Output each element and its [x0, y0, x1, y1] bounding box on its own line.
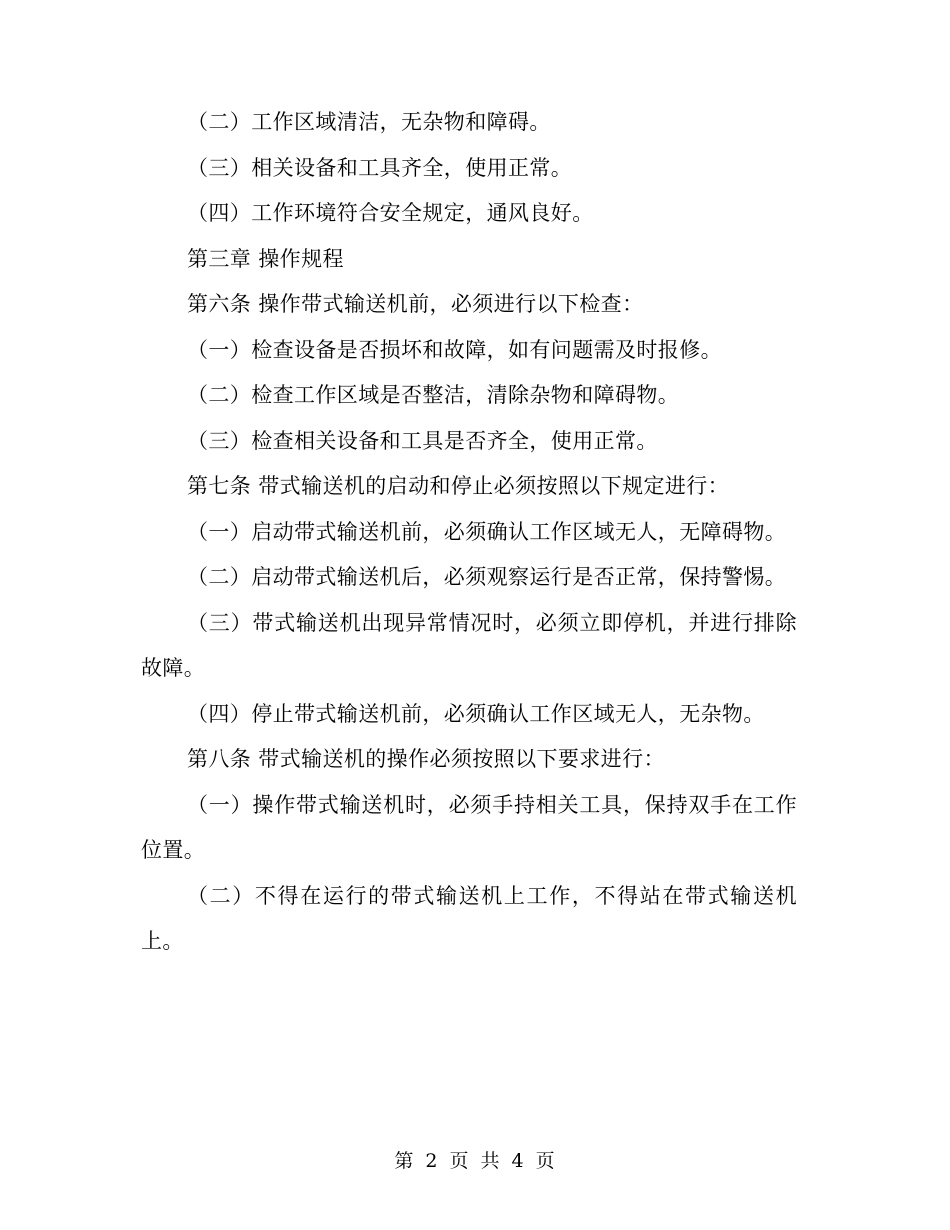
page-number-footer: 第 2 页 共 4 页 [394, 1150, 556, 1172]
chapter-heading: 第三章 操作规程 [187, 246, 344, 271]
paragraph: （四）工作环境符合安全规定，通风良好。 [187, 201, 594, 225]
paragraph: （三）检查相关设备和工具是否齐全，使用正常。 [187, 428, 658, 453]
document-body [141, 100, 797, 965]
paragraph: （二）检查工作区域是否整洁，清除杂物和障碍物。 [187, 383, 680, 407]
article-heading: 第七条 带式输送机的启动和停止必须按照以下规定进行： [187, 474, 730, 498]
paragraph: （二）不得在运行的带式输送机上工作，不得站在带式输送机上。 [141, 883, 797, 953]
paragraph: （一）检查设备是否损坏和故障，如有问题需及时报修。 [187, 337, 722, 362]
paragraph: （四）停止带式输送机前，必须确认工作区域无人，无杂物。 [187, 701, 765, 726]
paragraph: （一）启动带式输送机前，必须确认工作区域无人，无障碍物。 [187, 519, 787, 544]
paragraph: （三）带式输送机出现异常情况时，必须立即停机，并进行排除故障。 [141, 610, 797, 680]
paragraph: （二）工作区域清洁，无杂物和障碍。 [187, 110, 551, 134]
paragraph: （二）启动带式输送机后，必须观察运行是否正常，保持警惕。 [187, 565, 787, 589]
article-heading: 第六条 操作带式输送机前，必须进行以下检查： [187, 292, 644, 316]
paragraph: （一）操作带式输送机时，必须手持相关工具，保持双手在工作位置。 [141, 792, 797, 862]
article-heading: 第八条 带式输送机的操作必须按照以下要求进行： [187, 747, 665, 771]
paragraph: （三）相关设备和工具齐全，使用正常。 [187, 155, 573, 180]
